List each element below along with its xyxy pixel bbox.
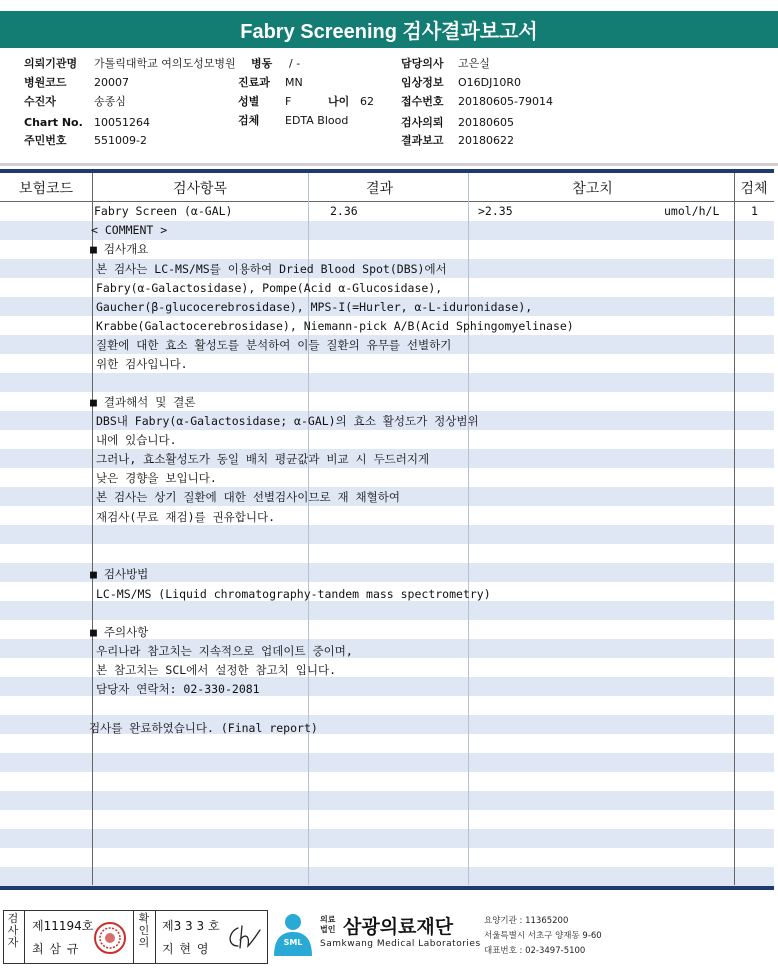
header-underline — [0, 201, 774, 202]
confirmer-label: 확인의 — [138, 912, 150, 949]
ward-label: 병동 — [251, 57, 273, 70]
section-title-caution: ■ 주의사항 — [90, 625, 149, 639]
signature-divider — [133, 910, 134, 964]
report-date-label: 결과보고 — [401, 134, 444, 147]
recipient-label: 수진자 — [24, 95, 56, 108]
logo-text: SML — [283, 938, 303, 947]
org-prefix: 의료법인 — [320, 915, 336, 934]
doctor-value: 고은실 — [458, 57, 490, 70]
tester-label: 검사자 — [7, 912, 19, 949]
col-divider — [734, 173, 735, 885]
clinical-info-value: O16DJ10R0 — [458, 76, 522, 89]
org-name: 삼광의료재단 — [343, 916, 454, 938]
care-institution-no: 요양기관 : 11365200 — [484, 916, 569, 926]
info-separator — [0, 163, 778, 166]
tester-name: 최 삼 규 — [32, 942, 80, 956]
clinical-info-label: 임상정보 — [401, 76, 444, 89]
overview-line: Fabry(α-Galactosidase), Pompe(Acid α-Glucosidase), — [96, 281, 443, 295]
overview-line: Gaucher(β-glucocerebrosidase), MPS-I(=Hurler, α-L-iduronidase), — [96, 300, 533, 314]
institution-label: 의뢰기관명 — [24, 57, 78, 70]
confirmer-name: 지 현 영 — [162, 942, 210, 956]
method-line: LC-MS/MS (Liquid chromatography-tandem mass spectrometry) — [96, 587, 491, 601]
col-header-code: 보험코드 — [18, 180, 74, 197]
comment-header: < COMMENT > — [91, 223, 168, 237]
department-label: 진료과 — [238, 76, 270, 89]
doctor-label: 담당의사 — [401, 57, 444, 70]
department-value: MN — [285, 76, 303, 89]
signature-divider — [24, 910, 25, 964]
request-date-value: 20180605 — [458, 116, 514, 129]
table-top-rule — [0, 169, 774, 173]
signature-divider — [155, 910, 156, 964]
caution-line: 우리나라 참고치는 지속적으로 업데이트 중이며, — [96, 644, 353, 658]
row-unit: umol/h/L — [664, 204, 720, 218]
specimen-label: 검체 — [238, 114, 260, 127]
col-divider — [308, 173, 309, 885]
receipt-no-value: 20180605-79014 — [458, 95, 553, 108]
table-bottom-rule — [0, 886, 774, 890]
chart-no-value: 10051264 — [94, 116, 150, 129]
section-title-interpretation: ■ 결과해석 및 결론 — [90, 395, 196, 409]
org-phone: 대표번호 : 02-3497-5100 — [484, 946, 586, 956]
interpretation-line: DBS내 Fabry(α-Galactosidase; α-GAL)의 효소 활성도가 정상범위 — [96, 414, 479, 428]
id-no-label: 주민번호 — [24, 134, 67, 147]
interpretation-line: 내에 있습니다. — [96, 433, 177, 447]
section-title-method: ■ 검사방법 — [90, 567, 149, 581]
overview-line: 질환에 대한 효소 활성도를 분석하여 이들 질환의 유무를 선별하기 — [96, 338, 452, 352]
overview-line: 본 검사는 LC-MS/MS를 이용하여 Dried Blood Spot(DBS)에서 — [96, 262, 447, 276]
report-title: Fabry Screening 검사결과보고서 — [0, 11, 778, 48]
col-divider — [468, 173, 469, 885]
id-no-value: 551009-2 — [94, 134, 147, 147]
caution-line: 본 참고치는 SCL에서 설정한 참고치 입니다. — [96, 663, 337, 677]
ward-value: / - — [289, 57, 301, 70]
row-reference: >2.35 — [478, 204, 513, 218]
org-english-name: Samkwang Medical Laboratories — [320, 939, 481, 949]
age-value: 62 — [360, 95, 374, 108]
tester-license: 제11194호 — [32, 919, 94, 933]
sex-value: F — [285, 95, 292, 108]
institution-value: 가톨릭대학교 여의도성모병원 — [94, 57, 236, 70]
request-date-label: 검사의뢰 — [401, 116, 444, 129]
org-address: 서울특별시 서초구 양재동 9-60 — [484, 931, 602, 941]
col-header-result: 결과 — [365, 180, 394, 197]
specimen-value: EDTA Blood — [285, 114, 349, 127]
interpretation-line: 그러나, 효소활성도가 동일 배치 평균값과 비교 시 두드러지게 — [96, 452, 430, 466]
confirmer-signature — [224, 920, 264, 954]
interpretation-line: 본 검사는 상기 질환에 대한 선별검사이므로 재 채혈하여 — [96, 490, 400, 504]
overview-line: Krabbe(Galactocerebrosidase), Niemann-pick A/B(Acid Sphingomyelinase) — [96, 319, 574, 333]
overview-line: 위한 검사입니다. — [96, 357, 188, 371]
col-header-specimen: 검체 — [740, 180, 768, 197]
hospital-code-value: 20007 — [94, 76, 129, 89]
interpretation-line: 재검사(무료 재검)를 권유합니다. — [96, 510, 276, 524]
hospital-code-label: 병원코드 — [24, 76, 67, 89]
row-specimen: 1 — [751, 204, 758, 218]
confirmer-license: 제3 3 3 호 — [162, 919, 220, 933]
section-title-overview: ■ 검사개요 — [90, 242, 149, 256]
sml-logo-icon — [272, 912, 314, 962]
final-report-line: 검사를 완료하였습니다. (Final report) — [89, 721, 318, 735]
sex-label: 성별 — [238, 95, 260, 108]
tester-seal-stamp — [92, 921, 128, 955]
col-header-item: 검사항목 — [172, 180, 228, 197]
interpretation-line: 낮은 경향을 보입니다. — [96, 471, 217, 485]
caution-line: 담당자 연락처: 02-330-2081 — [96, 682, 260, 696]
col-divider — [92, 173, 93, 885]
col-header-reference: 참고치 — [572, 180, 613, 197]
row-result: 2.36 — [330, 204, 358, 218]
recipient-value: 송종심 — [94, 95, 126, 108]
report-date-value: 20180622 — [458, 134, 514, 147]
age-label: 나이 — [328, 95, 350, 108]
row-item: Fabry Screen (α-GAL) — [94, 204, 233, 218]
receipt-no-label: 접수번호 — [401, 95, 444, 108]
chart-no-label: Chart No. — [24, 116, 83, 129]
